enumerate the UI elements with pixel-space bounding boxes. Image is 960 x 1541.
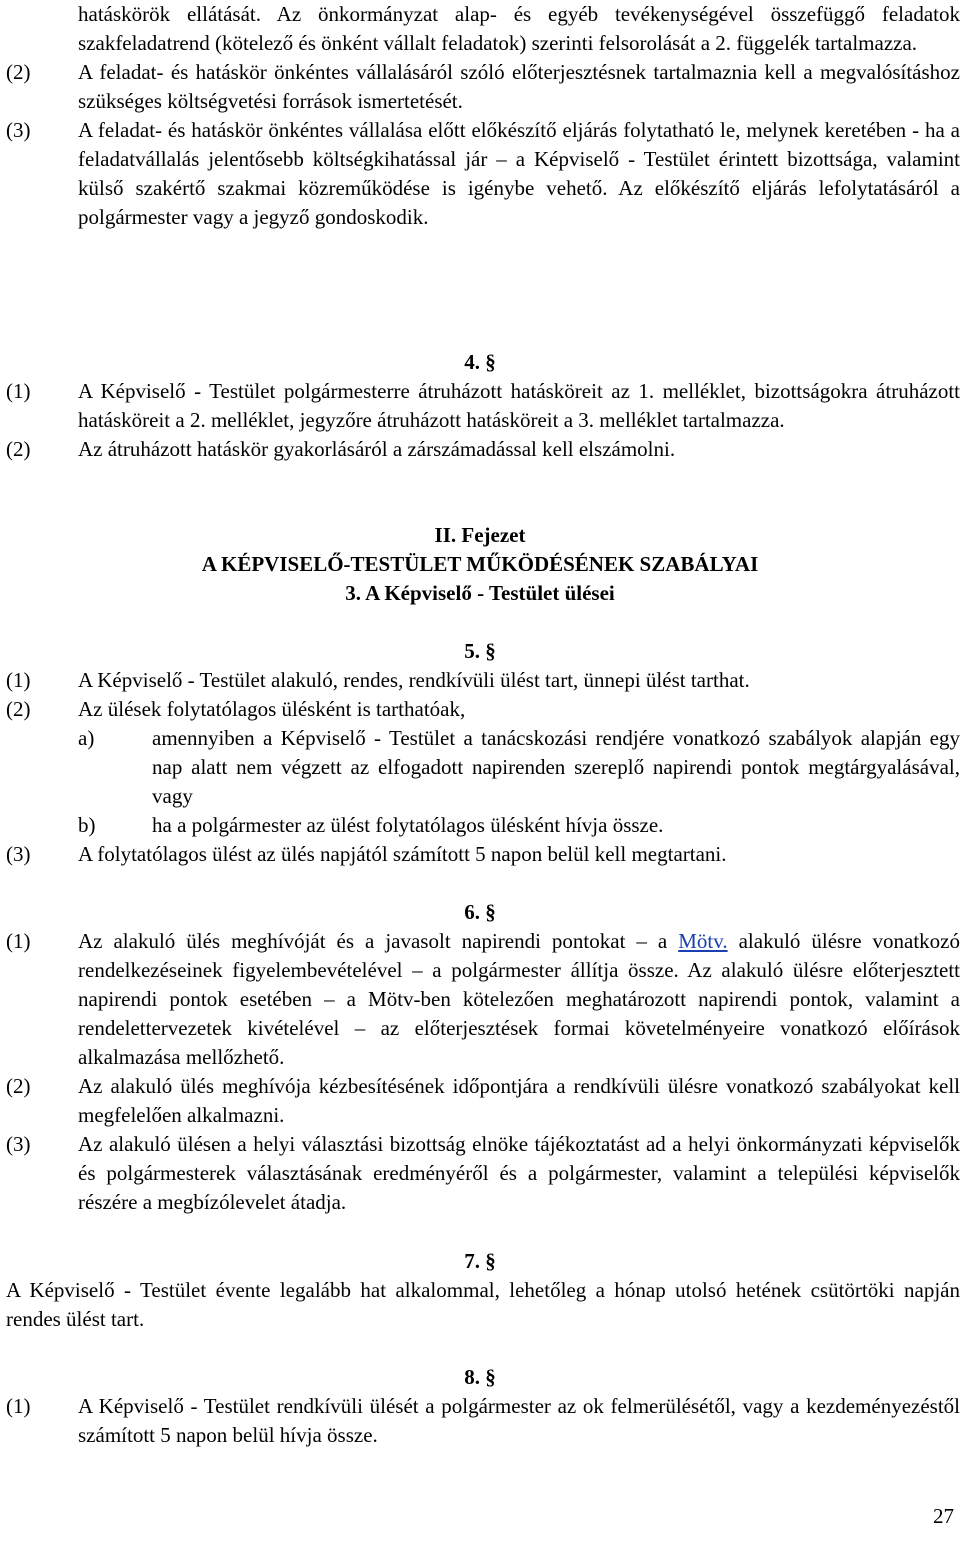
paragraph-number: (3) xyxy=(6,1132,31,1156)
paragraph-text: Az átruházott hatáskör gyakorlásáról a zárszámadással kell elszámolni. xyxy=(78,437,676,461)
list-text: amennyiben a Képviselő - Testület a tanácskozási rendjére vonatkozó szabályok alapján egy nap alatt nem végzett az elfogadott napirenden szereplő napirendi pontok megtárgyalásával, vagy xyxy=(152,726,960,808)
paragraph-5-3 xyxy=(0,840,960,869)
paragraph-text: A Képviselő - Testület alakuló, rendes, rendkívüli ülést tart, ünnepi ülést tarthat. xyxy=(78,668,750,692)
page-number: 27 xyxy=(933,1504,954,1528)
paragraph-6-1 xyxy=(0,927,960,1072)
paragraph-5-2 xyxy=(0,695,960,724)
list-label: b) xyxy=(78,813,96,837)
paragraph-6-3 xyxy=(0,1130,960,1217)
paragraph-number: (2) xyxy=(6,437,31,461)
list-label: a) xyxy=(78,726,95,750)
paragraph-3-3 xyxy=(0,116,960,232)
section-heading: 5. § xyxy=(464,639,496,663)
section-3-continuation xyxy=(0,0,960,232)
section-7 xyxy=(0,1247,960,1334)
paragraph-4-2 xyxy=(0,435,960,464)
section-8 xyxy=(0,1363,960,1450)
continuation-paragraph: hatáskörök ellátását. Az önkormányzat alap- és egyéb tevékenységével összefüggő feladatok szakfeladatrend (kötelező és önként vállalt feladatok) szerinti felsorolását a 2. függelék tartalmazza. xyxy=(78,2,960,55)
list-item-a xyxy=(0,724,960,811)
paragraph-text: Az ülések folytatólagos ülésként is tarthatóak, xyxy=(78,697,466,721)
paragraph-text: A folytatólagos ülést az ülés napjától számított 5 napon belül kell megtartani. xyxy=(78,842,727,866)
paragraph-text: Az alakuló ülés meghívója kézbesítésének időpontjára a rendkívüli ülésre vonatkozó szabályokat kell megfelelően alkalmazni. xyxy=(78,1074,960,1127)
paragraph-text: A feladat- és hatáskör önkéntes vállalása előtt előkészítő eljárás folytatható le, melynek keretében - ha a feladatvállalás jelentősebb költségkihatással jár – a Képviselő - Testület érintett bizottsága, valamint külső szakértő szakmai közreműködése is igénybe vehető. Az előkészítő eljárás lefolytatásáról a polgármester vagy a jegyző gondoskodik. xyxy=(78,118,960,229)
paragraph-number: (2) xyxy=(6,697,31,721)
paragraph-text: Az alakuló ülésen a helyi választási bizottság elnöke tájékoztatást ad a helyi önkormányzati képviselők és polgármesterek választásának eredményéről és a polgármester, valamint a települési képviselők részére a megbízólevelet átadja. xyxy=(78,1132,960,1214)
paragraph-number: (1) xyxy=(6,668,31,692)
subchapter-title: 3. A Képviselő - Testület ülései xyxy=(345,581,615,605)
paragraph-number: (3) xyxy=(6,842,31,866)
list-item-b xyxy=(0,811,960,840)
paragraph-8-1 xyxy=(0,1392,960,1450)
chapter-title: A KÉPVISELŐ-TESTÜLET MŰKÖDÉSÉNEK SZABÁLYAI xyxy=(201,552,759,576)
paragraph-number: (2) xyxy=(6,60,31,84)
section-4 xyxy=(0,348,960,464)
motv-link[interactable]: Mötv. xyxy=(678,929,728,953)
paragraph-text: A Képviselő - Testület rendkívüli ülését a polgármester az ok felmerülésétől, vagy a kezdeményezéstől számított 5 napon belül hívja össze. xyxy=(78,1394,960,1447)
section-heading: 8. § xyxy=(464,1365,496,1389)
chapter-number: II. Fejezet xyxy=(434,523,526,547)
paragraph-number: (3) xyxy=(6,118,31,142)
paragraph-number: (2) xyxy=(6,1074,31,1098)
paragraph-text-start: Az alakuló ülés meghívóját és a javasolt napirendi pontokat – a xyxy=(78,929,679,953)
paragraph-text-rest: alakuló ülésre vonatkozó rendelkezéseinek figyelembevételével – a polgármester állítja össze. Az alakuló ülésre előterjesztett napirendi pontok esetében – a Mötv-ben kötelezően meghatározott napirendi pontok, valamint a rendelettervezetek kivételével – az előterjesztések formai követelményeire vonatkozó előírások alkalmazása mellőzhető. xyxy=(78,929,960,1069)
paragraph-number: (1) xyxy=(6,1394,31,1418)
section-7-text: A Képviselő - Testület évente legalább hat alkalommal, lehetőleg a hónap utolsó hetének csütörtöki napján rendes ülést tart. xyxy=(6,1278,960,1331)
section-heading: 7. § xyxy=(464,1249,496,1273)
paragraph-text: A feladat- és hatáskör önkéntes vállalásáról szóló előterjesztésnek tartalmaznia kell a megvalósításhoz szükséges költségvetési források ismertetését. xyxy=(78,60,960,113)
section-6 xyxy=(0,898,960,1217)
section-5 xyxy=(0,637,960,869)
section-heading: 6. § xyxy=(464,900,496,924)
section-heading: 4. § xyxy=(464,350,496,374)
paragraph-6-2 xyxy=(0,1072,960,1130)
list-text: ha a polgármester az ülést folytatólagos ülésként hívja össze. xyxy=(152,813,664,837)
paragraph-4-1 xyxy=(0,377,960,435)
paragraph-number: (1) xyxy=(6,929,31,953)
paragraph-5-1 xyxy=(0,666,960,695)
chapter-heading xyxy=(0,521,960,608)
paragraph-3-2 xyxy=(0,58,960,116)
paragraph-text: A Képviselő - Testület polgármesterre átruházott hatásköreit az 1. melléklet, bizottságokra átruházott hatásköreit a 2. melléklet, jegyzőre átruházott hatásköreit a 3. melléklet tartalmazza. xyxy=(78,379,960,432)
paragraph-number: (1) xyxy=(6,379,31,403)
